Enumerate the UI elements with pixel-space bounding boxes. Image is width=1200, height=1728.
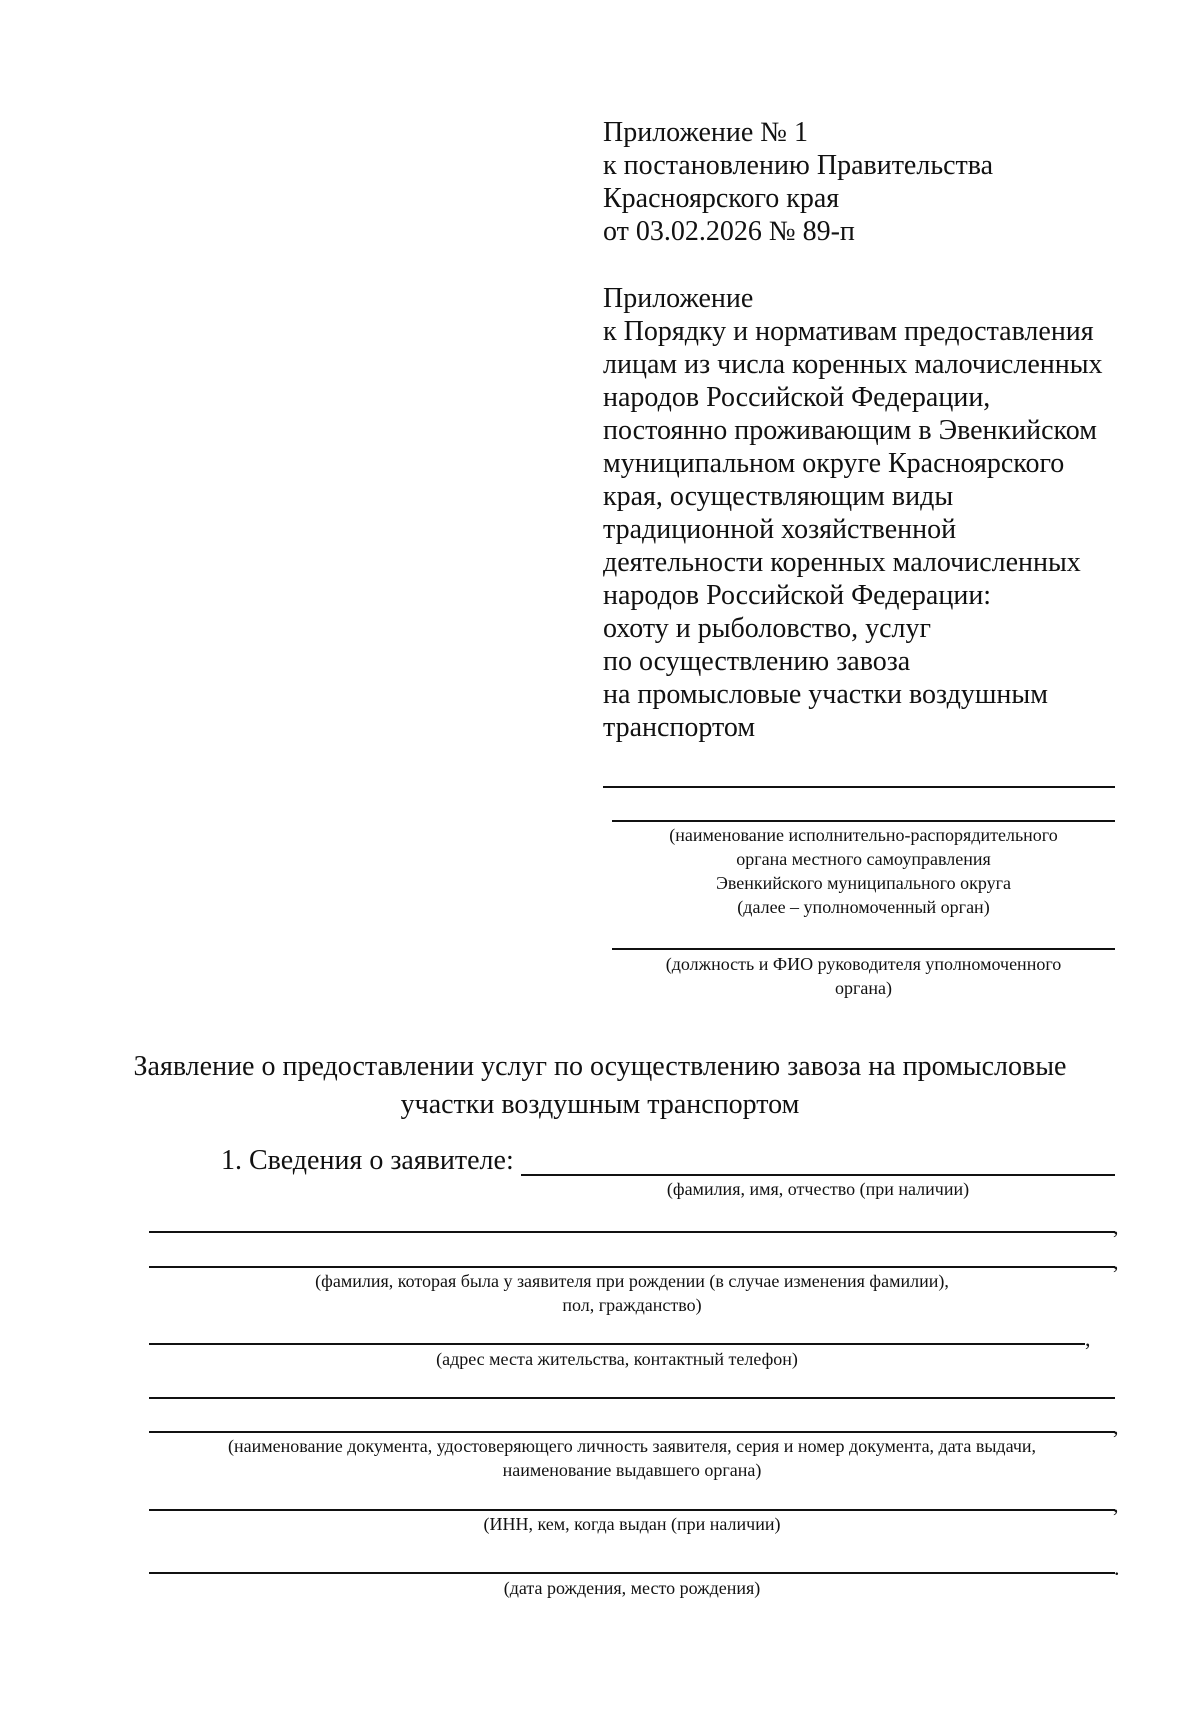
head-caption-line: (должность и ФИО руководителя уполномоченного bbox=[665, 954, 1062, 974]
head-caption bbox=[612, 952, 1115, 1000]
comma: , bbox=[1113, 1249, 1119, 1274]
appendix-1-line: от 03.02.2026 № 89-п bbox=[603, 216, 855, 247]
authority-line-2[interactable] bbox=[612, 820, 1115, 822]
appendix-1-line: к постановлению Правительства bbox=[603, 150, 994, 181]
appendix-order-header bbox=[603, 282, 1103, 744]
appendix-order-line: лицам из числа коренных малочисленных bbox=[603, 349, 1103, 380]
period: . bbox=[1114, 1555, 1120, 1580]
address-line[interactable] bbox=[149, 1343, 1085, 1345]
comma: , bbox=[1085, 1326, 1091, 1351]
authority-line-1[interactable] bbox=[603, 786, 1115, 788]
authority-caption-line: (далее – уполномоченный орган) bbox=[737, 897, 990, 917]
birth-surname-line-2[interactable] bbox=[149, 1266, 1115, 1268]
appendix-order-line: постоянно проживающим в Эвенкийском bbox=[603, 415, 1097, 446]
id-document-line-1[interactable] bbox=[149, 1397, 1115, 1399]
id-document-line-2[interactable] bbox=[149, 1431, 1115, 1433]
appendix-order-line: деятельности коренных малочисленных bbox=[603, 547, 1081, 578]
appendix-order-line: по осуществлению завоза bbox=[603, 646, 911, 677]
birth-surname-caption-line: (фамилия, которая была у заявителя при рождении (в случае изменения фамилии), bbox=[315, 1271, 949, 1291]
authority-caption bbox=[612, 823, 1115, 919]
inn-caption: (ИНН, кем, когда выдан (при наличии) bbox=[483, 1514, 781, 1534]
id-document-caption-line: наименование выдавшего органа) bbox=[502, 1460, 762, 1480]
id-document-caption-line: (наименование документа, удостоверяющего личность заявителя, серия и номер документа, дата выдачи, bbox=[227, 1436, 1037, 1456]
document-title bbox=[0, 1048, 1200, 1124]
head-caption-line: органа) bbox=[835, 978, 892, 998]
authority-caption-line: (наименование исполнительно-распорядительного bbox=[669, 825, 1058, 845]
comma: , bbox=[1113, 1492, 1119, 1517]
birth-surname-caption bbox=[149, 1269, 1115, 1317]
appendix-order-line: Приложение bbox=[603, 283, 754, 314]
id-document-caption bbox=[149, 1434, 1115, 1482]
appendix-order-line: народов Российской Федерации: bbox=[603, 580, 992, 611]
appendix-1-header bbox=[603, 116, 993, 248]
appendix-order-line: края, осуществляющим виды bbox=[603, 481, 954, 512]
address-caption: (адрес места жительства, контактный телефон) bbox=[436, 1349, 798, 1369]
appendix-order-line: охоту и рыболовство, услуг bbox=[603, 613, 932, 644]
appendix-order-line: транспортом bbox=[603, 712, 756, 743]
appendix-1-line: Приложение № 1 bbox=[603, 117, 808, 148]
fio-caption: (фамилия, имя, отчество (при наличии) bbox=[666, 1179, 970, 1199]
appendix-order-line: к Порядку и нормативам предоставления bbox=[603, 316, 1094, 347]
birth-surname-caption-line: пол, гражданство) bbox=[562, 1295, 702, 1315]
appendix-1-line: Красноярского края bbox=[603, 183, 840, 214]
fio-line[interactable] bbox=[521, 1174, 1115, 1176]
birth-caption: (дата рождения, место рождения) bbox=[503, 1578, 761, 1598]
authority-caption-line: Эвенкийского муниципального округа bbox=[715, 873, 1011, 893]
section-1-label: 1. Сведения о заявителе: bbox=[221, 1145, 514, 1176]
appendix-order-line: народов Российской Федерации, bbox=[603, 382, 991, 413]
authority-caption-line: органа местного самоуправления bbox=[736, 849, 991, 869]
appendix-order-line: на промысловые участки воздушным bbox=[603, 679, 1048, 710]
appendix-order-line: традиционной хозяйственной bbox=[603, 514, 957, 545]
inn-line[interactable] bbox=[149, 1509, 1115, 1511]
document-title-line: участки воздушным транспортом bbox=[400, 1089, 800, 1120]
comma: , bbox=[1113, 1214, 1119, 1239]
document-title-line: Заявление о предоставлении услуг по осуществлению завоза на промысловые bbox=[133, 1051, 1067, 1082]
comma: , bbox=[1113, 1414, 1119, 1439]
appendix-order-line: муниципальном округе Красноярского bbox=[603, 448, 1065, 479]
birth-surname-line-1[interactable] bbox=[149, 1231, 1115, 1233]
birth-line[interactable] bbox=[149, 1572, 1115, 1574]
head-line[interactable] bbox=[612, 948, 1115, 950]
